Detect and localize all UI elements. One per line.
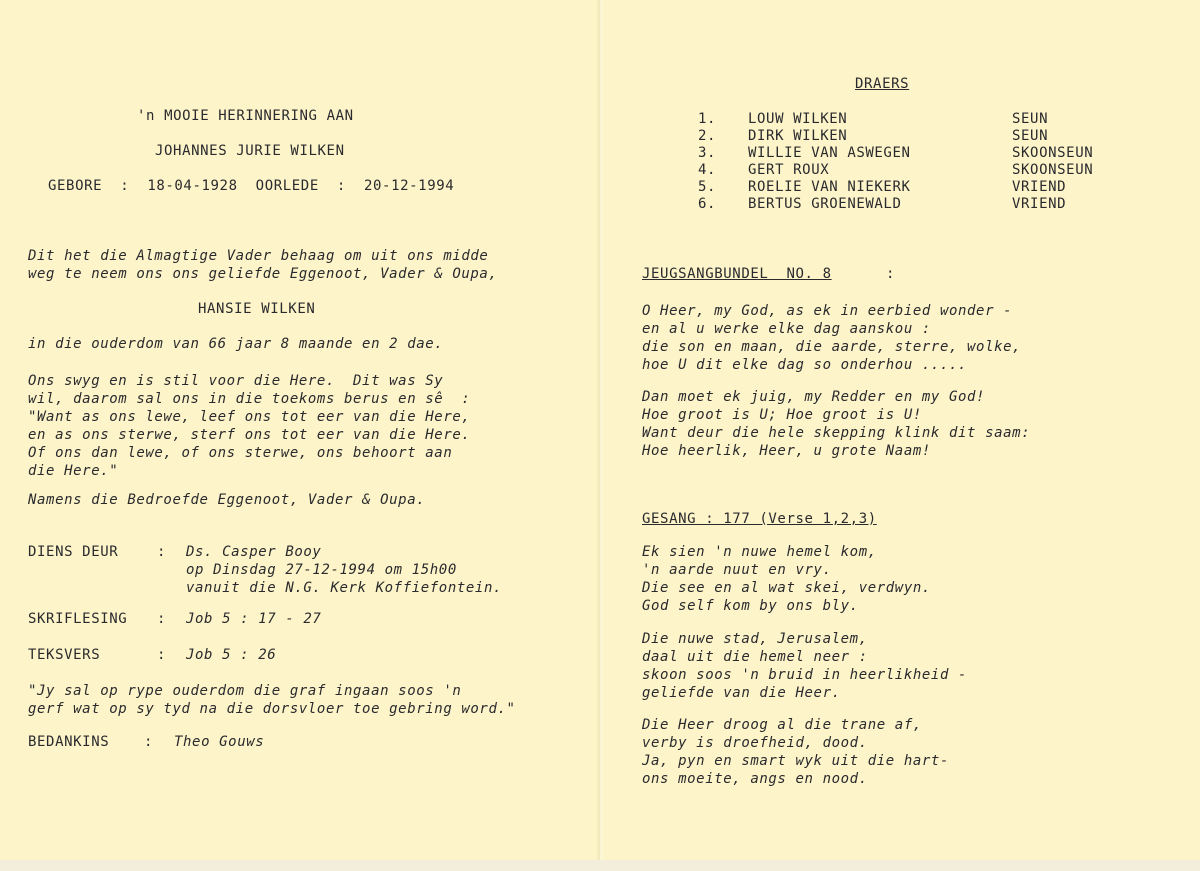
hymn-line: Dan moet ek juig, my Redder en my God! xyxy=(642,389,986,405)
gesang-line: daal uit die hemel neer : xyxy=(642,649,868,665)
deceased-name: JOHANNES JURIE WILKEN xyxy=(155,143,345,159)
passage-line: die Here." xyxy=(28,463,119,479)
gesang-title: GESANG : 177 (Verse 1,2,3) xyxy=(642,511,877,527)
hymn-line: Hoe groot is U; Hoe groot is U! xyxy=(642,407,922,423)
draer-num: 4. xyxy=(698,162,717,178)
gesang-line: Ek sien 'n nuwe hemel kom, xyxy=(642,544,877,560)
passage-line: Of ons dan lewe, of ons sterwe, ons behoort aan xyxy=(28,445,453,461)
skrif-colon: : xyxy=(157,611,167,627)
hymn-line: en al u werke elke dag aanskou : xyxy=(642,321,931,337)
jeugsang-colon: : xyxy=(886,266,896,282)
bedank-value: Theo Gouws xyxy=(174,734,265,750)
draer-num: 1. xyxy=(698,111,717,127)
hymn-line: O Heer, my God, as ek in eerbied wonder - xyxy=(642,303,1013,319)
passage-line: "Want as ons lewe, leef ons tot eer van die Here, xyxy=(28,409,471,425)
gesang-line: Die Heer droog al die trane af, xyxy=(642,717,922,733)
age-line: in die ouderdom van 66 jaar 8 maande en 2 dae. xyxy=(28,336,444,352)
draer-relation: VRIEND xyxy=(1012,179,1067,195)
draers-title: DRAERS xyxy=(855,76,910,92)
gesang-line: Ja, pyn en smart wyk uit die hart- xyxy=(642,753,949,769)
bedank-colon: : xyxy=(144,734,154,750)
passage-line: Ons swyg en is stil voor die Here. Dit was Sy xyxy=(28,373,444,389)
bedank-label: BEDANKINS xyxy=(28,734,110,750)
draer-num: 2. xyxy=(698,128,717,144)
hymn-line: hoe U dit elke dag so onderhou ..... xyxy=(642,357,968,373)
draer-relation: SKOONSEUN xyxy=(1012,145,1094,161)
skrif-value: Job 5 : 17 - 27 xyxy=(186,611,322,627)
draer-name: GERT ROUX xyxy=(748,162,830,178)
gesang-line: God self kom by ons bly. xyxy=(642,598,859,614)
teks-label: TEKSVERS xyxy=(28,647,101,663)
draer-relation: SKOONSEUN xyxy=(1012,162,1094,178)
gesang-line: Die see en al wat skei, verdwyn. xyxy=(642,580,931,596)
hymn-line: Hoe heerlik, Heer, u grote Naam! xyxy=(642,443,931,459)
intro-line: Dit het die Almagtige Vader behaag om uit ons midde xyxy=(28,248,489,264)
gesang-line: Die nuwe stad, Jerusalem, xyxy=(642,631,868,647)
right-page xyxy=(604,0,1200,860)
draer-name: WILLIE VAN ASWEGEN xyxy=(748,145,911,161)
quote-line: gerf wat op sy tyd na die dorsvloer toe gebring word." xyxy=(28,701,516,717)
hymn-line: Want deur die hele skepping klink dit saam: xyxy=(642,425,1031,441)
left-page xyxy=(0,0,596,860)
passage-line: wil, daarom sal ons in die toekoms berus en sê : xyxy=(28,391,471,407)
diens-line: op Dinsdag 27-12-1994 om 15h00 xyxy=(186,562,457,578)
namens-line: Namens die Bedroefde Eggenoot, Vader & Oupa. xyxy=(28,492,426,508)
gesang-line: ons moeite, angs en nood. xyxy=(642,771,868,787)
gesang-line: verby is droefheid, dood. xyxy=(642,735,868,751)
draer-num: 5. xyxy=(698,179,717,195)
draer-relation: SEUN xyxy=(1012,111,1049,127)
draer-relation: VRIEND xyxy=(1012,196,1067,212)
draer-relation: SEUN xyxy=(1012,128,1049,144)
skrif-label: SKRIFLESING xyxy=(28,611,128,627)
nickname: HANSIE WILKEN xyxy=(198,301,316,317)
gesang-line: skoon soos 'n bruid in heerlikheid - xyxy=(642,667,968,683)
draer-name: BERTUS GROENEWALD xyxy=(748,196,902,212)
teks-value: Job 5 : 26 xyxy=(186,647,277,663)
diens-line: vanuit die N.G. Kerk Koffiefontein. xyxy=(186,580,503,596)
gesang-line: 'n aarde nuut en vry. xyxy=(642,562,832,578)
draer-num: 6. xyxy=(698,196,717,212)
birth-death-dates: GEBORE : 18-04-1928 OORLEDE : 20-12-1994 xyxy=(48,178,455,194)
draer-num: 3. xyxy=(698,145,717,161)
gesang-line: geliefde van die Heer. xyxy=(642,685,841,701)
quote-line: "Jy sal op rype ouderdom die graf ingaan soos 'n xyxy=(28,683,462,699)
diens-line: Ds. Casper Booy xyxy=(186,544,322,560)
draer-name: DIRK WILKEN xyxy=(748,128,848,144)
jeugsang-title: JEUGSANGBUNDEL NO. 8 xyxy=(642,266,832,282)
passage-line: en as ons sterwe, sterf ons tot eer van die Here. xyxy=(28,427,471,443)
draer-name: LOUW WILKEN xyxy=(748,111,848,127)
heading: 'n MOOIE HERINNERING AAN xyxy=(137,108,354,124)
teks-colon: : xyxy=(157,647,167,663)
intro-line: weg te neem ons ons geliefde Eggenoot, Vader & Oupa, xyxy=(28,266,498,282)
draer-name: ROELIE VAN NIEKERK xyxy=(748,179,911,195)
hymn-line: die son en maan, die aarde, sterre, wolke, xyxy=(642,339,1022,355)
diens-label: DIENS DEUR xyxy=(28,544,119,560)
diens-colon: : xyxy=(157,544,167,560)
page-fold xyxy=(596,0,604,860)
